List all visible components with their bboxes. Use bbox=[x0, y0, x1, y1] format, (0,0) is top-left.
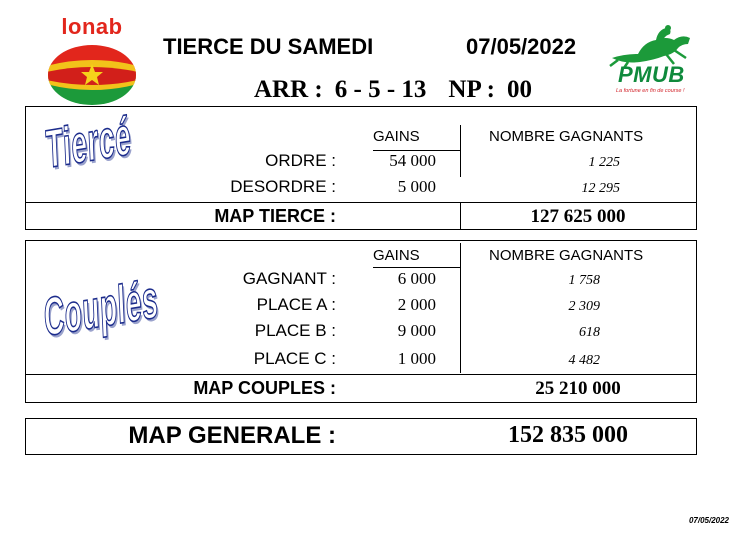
arr-label: ARR : bbox=[254, 76, 323, 103]
arr-value: 6 - 5 - 13 bbox=[334, 76, 427, 103]
pmub-tagline: La fortune en fin de course ! bbox=[616, 88, 685, 94]
couples-section bbox=[25, 240, 697, 403]
couples-section-label: Couplés bbox=[42, 268, 160, 348]
header-date: 07/05/2022 bbox=[466, 34, 577, 59]
couples-col-winners: NOMBRE GAGNANTS bbox=[489, 247, 644, 264]
tierce-section bbox=[25, 106, 697, 230]
arrival-line bbox=[254, 76, 532, 104]
map-generale-label: MAP GENERALE : bbox=[128, 422, 336, 449]
tierce-row-winners: 12 295 bbox=[581, 181, 620, 196]
map-generale-value: 152 835 000 bbox=[508, 422, 628, 448]
couples-row-label: GAGNANT : bbox=[242, 269, 336, 288]
np-value: 00 bbox=[506, 76, 532, 103]
tierce-row-winners: 1 225 bbox=[588, 155, 620, 170]
lonab-logo-text: lonab bbox=[61, 14, 123, 39]
map-couples-label: MAP COUPLES : bbox=[193, 378, 336, 398]
tierce-row-gain: 5 000 bbox=[397, 177, 436, 196]
page-title: TIERCE DU SAMEDI bbox=[163, 34, 374, 59]
couples-row-winners: 2 309 bbox=[568, 299, 600, 314]
pmub-logo bbox=[604, 24, 704, 104]
footer-date: 07/05/2022 bbox=[688, 516, 729, 525]
lonab-logo bbox=[42, 14, 142, 108]
couples-row-gain: 6 000 bbox=[397, 269, 436, 288]
couples-row-label: PLACE C : bbox=[253, 349, 336, 368]
tierce-row-gain: 54 000 bbox=[389, 151, 436, 170]
tierce-col-gains: GAINS bbox=[373, 128, 420, 145]
map-tierce-value: 127 625 000 bbox=[530, 206, 626, 227]
couples-row-label: PLACE A : bbox=[256, 295, 336, 314]
tierce-row-label: ORDRE : bbox=[265, 151, 336, 170]
couples-col-gains: GAINS bbox=[373, 247, 420, 264]
map-generale-section bbox=[25, 418, 697, 455]
pmub-logo-text: PMUB bbox=[618, 62, 685, 87]
map-tierce-label: MAP TIERCE : bbox=[214, 206, 336, 226]
tierce-col-winners: NOMBRE GAGNANTS bbox=[489, 128, 644, 145]
couples-row-gain: 2 000 bbox=[397, 295, 436, 314]
map-couples-value: 25 210 000 bbox=[535, 378, 621, 399]
couples-row-label: PLACE B : bbox=[254, 321, 336, 340]
lonab-flag-ball-icon bbox=[46, 44, 138, 106]
np-label: NP : bbox=[448, 76, 495, 103]
couples-row-winners: 1 758 bbox=[568, 273, 600, 288]
tierce-row-label: DESORDRE : bbox=[230, 177, 336, 196]
couples-row-winners: 4 482 bbox=[568, 353, 600, 368]
tierce-section-label: Tiercé bbox=[44, 105, 133, 180]
couples-row-winners: 618 bbox=[579, 325, 600, 340]
couples-row-gain: 9 000 bbox=[397, 321, 436, 340]
couples-row-gain: 1 000 bbox=[397, 349, 436, 368]
